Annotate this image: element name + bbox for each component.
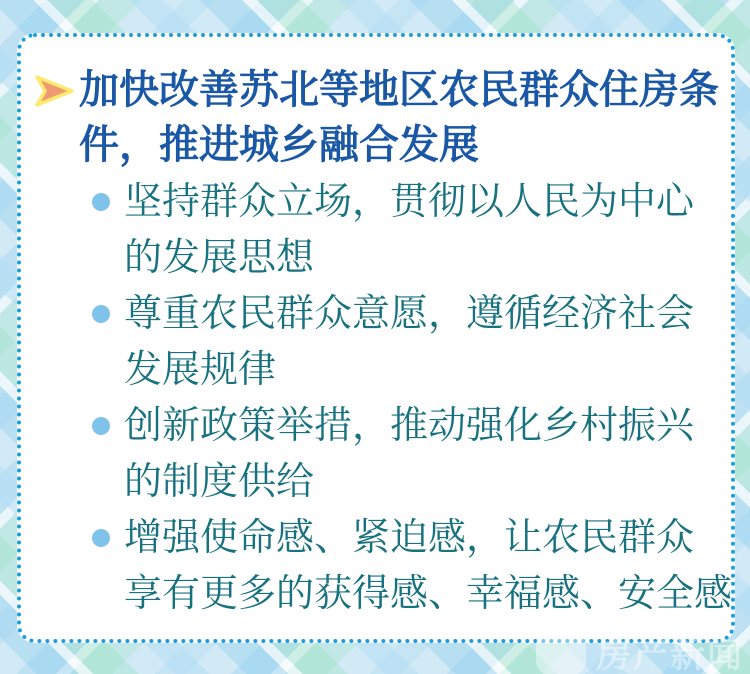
dot-icon bbox=[92, 529, 110, 547]
bullet-line: 享有更多的获得感、幸福感、安全感 bbox=[124, 573, 733, 615]
heading-line: 件，推进城乡融合发展 bbox=[79, 123, 479, 167]
arrow-right-icon bbox=[34, 74, 74, 108]
bullet-line: 的发展思想 bbox=[124, 237, 315, 279]
dot-icon bbox=[92, 417, 110, 435]
bullet-line: 创新政策举措，推动强化乡村振兴 bbox=[124, 405, 695, 447]
bullet-line: 的制度供给 bbox=[124, 461, 315, 503]
watermark-text: 房产新闻 bbox=[595, 636, 744, 674]
section-heading bbox=[34, 63, 723, 173]
bullet-line: 尊重农民群众意愿，遵循经济社会 bbox=[124, 293, 695, 335]
bullet-text bbox=[124, 174, 694, 286]
bullet-item bbox=[92, 510, 733, 622]
bullet-text bbox=[124, 398, 694, 510]
heading-text bbox=[79, 63, 719, 173]
dot-icon bbox=[92, 305, 110, 323]
dot-icon bbox=[92, 193, 110, 211]
bullet-line: 发展规律 bbox=[124, 349, 277, 391]
bullet-item bbox=[92, 286, 723, 398]
bullet-item bbox=[92, 398, 723, 510]
bullet-text bbox=[124, 286, 694, 398]
content-card bbox=[17, 33, 735, 643]
bullet-item bbox=[92, 174, 723, 286]
bullet-text bbox=[124, 510, 732, 622]
bullet-line: 坚持群众立场，贯彻以人民为中心 bbox=[124, 181, 695, 223]
heading-line: 加快改善苏北等地区农民群众住房条 bbox=[79, 68, 719, 112]
bullet-list bbox=[92, 174, 733, 622]
bullet-line: 增强使命感、紧迫感，让农民群众 bbox=[124, 517, 695, 559]
